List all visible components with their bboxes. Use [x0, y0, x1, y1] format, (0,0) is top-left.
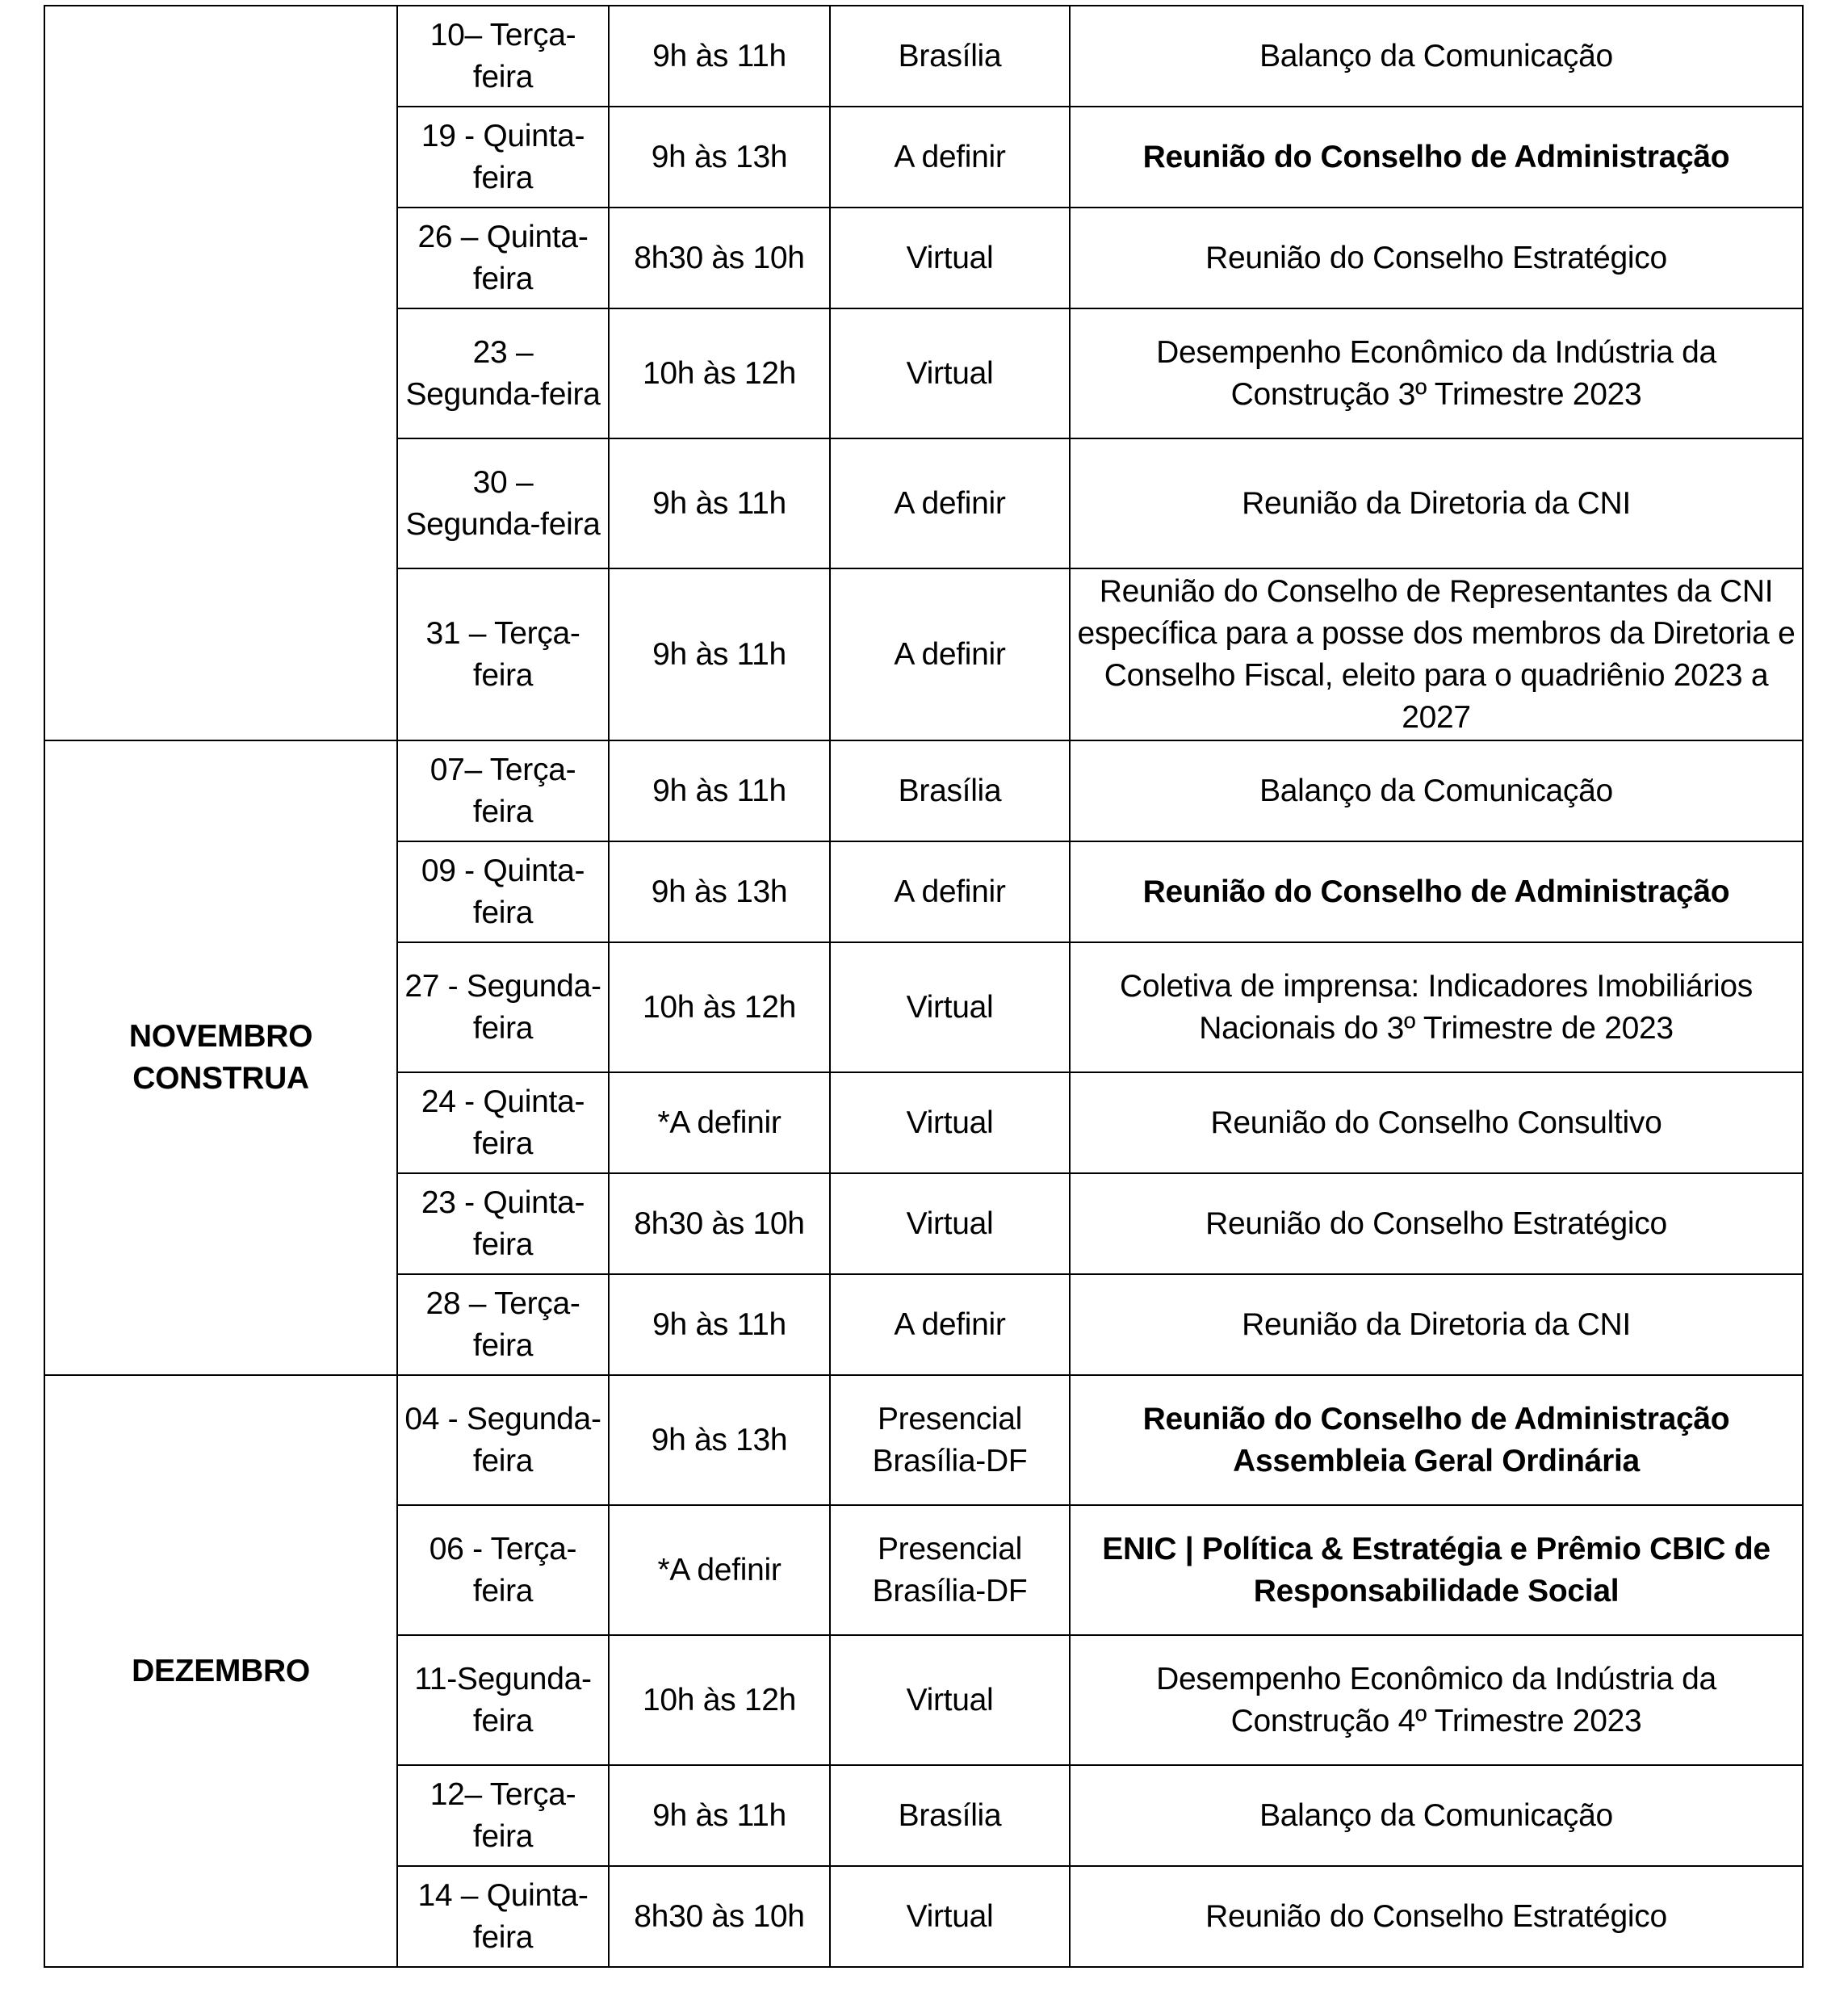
date-cell: 12– Terça-feira	[397, 1765, 609, 1866]
place-cell	[830, 1274, 1070, 1375]
date-cell: 24 - Quinta-feira	[397, 1072, 609, 1173]
place-label: Virtual	[906, 1105, 994, 1140]
description-text: Coletiva de imprensa: Indicadores Imobiliários Nacionais do 3º Trimestre de 2023	[1120, 968, 1753, 1046]
place-cell	[830, 6, 1070, 107]
date-cell: 07– Terça-feira	[397, 740, 609, 841]
place-cell	[830, 1635, 1070, 1765]
time-cell: 9h às 11h	[609, 1765, 830, 1866]
place-label: Presencial	[877, 1531, 1023, 1566]
place-label: Brasília-DF	[872, 1443, 1028, 1478]
place-label: Virtual	[906, 1898, 994, 1934]
description-text: Reunião do Conselho de Representantes da CNI específica para a posse dos membros da Diretoria e Conselho Fiscal, eleito para o quadriênio 2023 a 2027	[1077, 573, 1796, 735]
description-cell	[1070, 1274, 1803, 1375]
description-cell	[1070, 740, 1803, 841]
place-cell	[830, 438, 1070, 568]
place-cell	[830, 1765, 1070, 1866]
description-cell	[1070, 1505, 1803, 1635]
description-text: Balanço da Comunicação	[1259, 773, 1613, 808]
description-text: Reunião da Diretoria da CNI	[1242, 485, 1631, 521]
description-cell	[1070, 208, 1803, 308]
description-text: Reunião do Conselho de Administração	[1142, 139, 1730, 174]
place-label: Virtual	[906, 240, 994, 275]
place-cell	[830, 568, 1070, 740]
description-cell	[1070, 1173, 1803, 1274]
date-cell: 11-Segunda-feira	[397, 1635, 609, 1765]
place-cell	[830, 1072, 1070, 1173]
description-text: Reunião do Conselho Consultivo	[1210, 1105, 1662, 1140]
date-cell: 26 – Quinta-feira	[397, 208, 609, 308]
event-row	[44, 1375, 1803, 1505]
place-cell	[830, 1505, 1070, 1635]
month-label: DEZEMBRO	[132, 1653, 310, 1688]
place-label: Brasília	[898, 38, 1002, 73]
description-cell	[1070, 942, 1803, 1072]
description-cell	[1070, 1072, 1803, 1173]
date-cell: 28 – Terça-feira	[397, 1274, 609, 1375]
place-cell	[830, 1173, 1070, 1274]
date-cell: 04 - Segunda-feira	[397, 1375, 609, 1505]
description-cell	[1070, 1375, 1803, 1505]
date-cell: 09 - Quinta-feira	[397, 841, 609, 942]
description-cell	[1070, 568, 1803, 740]
place-cell	[830, 841, 1070, 942]
time-cell: *A definir	[609, 1072, 830, 1173]
date-cell: 31 – Terça-feira	[397, 568, 609, 740]
place-label: Virtual	[906, 989, 994, 1025]
date-cell: 10– Terça-feira	[397, 6, 609, 107]
time-cell: 10h às 12h	[609, 942, 830, 1072]
description-cell	[1070, 1866, 1803, 1967]
event-row	[44, 6, 1803, 107]
time-cell: 9h às 13h	[609, 841, 830, 942]
place-cell	[830, 1375, 1070, 1505]
place-label: A definir	[894, 139, 1006, 174]
place-label: Brasília	[898, 1797, 1002, 1833]
description-cell	[1070, 438, 1803, 568]
event-calendar-body	[44, 6, 1803, 1967]
place-cell	[830, 107, 1070, 208]
place-label: A definir	[894, 874, 1006, 909]
description-cell	[1070, 308, 1803, 438]
event-calendar-table	[44, 5, 1804, 1968]
description-text: Reunião do Conselho Estratégico	[1205, 1206, 1667, 1241]
description-text: Reunião do Conselho Estratégico	[1205, 240, 1667, 275]
description-cell	[1070, 1765, 1803, 1866]
date-cell: 06 - Terça-feira	[397, 1505, 609, 1635]
place-label: Brasília-DF	[872, 1573, 1028, 1608]
place-cell	[830, 942, 1070, 1072]
place-label: Virtual	[906, 1206, 994, 1241]
place-label: Brasília	[898, 773, 1002, 808]
month-cell	[44, 1375, 397, 1967]
description-text: Reunião da Diretoria da CNI	[1242, 1306, 1631, 1342]
event-row	[44, 740, 1803, 841]
description-cell	[1070, 107, 1803, 208]
time-cell: 9h às 13h	[609, 107, 830, 208]
time-cell: 8h30 às 10h	[609, 1866, 830, 1967]
time-cell: 9h às 11h	[609, 568, 830, 740]
time-cell: 10h às 12h	[609, 308, 830, 438]
description-cell	[1070, 1635, 1803, 1765]
description-text: Balanço da Comunicação	[1259, 1797, 1613, 1833]
time-cell: *A definir	[609, 1505, 830, 1635]
place-cell	[830, 740, 1070, 841]
description-text: ENIC | Política & Estratégia e Prêmio CBIC de Responsabilidade Social	[1102, 1531, 1770, 1608]
month-cell	[44, 6, 397, 740]
description-text: Reunião do Conselho de Administração	[1142, 1401, 1730, 1436]
date-cell: 27 - Segunda-feira	[397, 942, 609, 1072]
time-cell: 10h às 12h	[609, 1635, 830, 1765]
description-text: Balanço da Comunicação	[1259, 38, 1613, 73]
time-cell: 9h às 13h	[609, 1375, 830, 1505]
date-cell: 19 - Quinta-feira	[397, 107, 609, 208]
place-cell	[830, 1866, 1070, 1967]
description-text: Desempenho Econômico da Indústria da Construção 4º Trimestre 2023	[1156, 1661, 1716, 1738]
date-cell: 23 - Quinta-feira	[397, 1173, 609, 1274]
date-cell: 14 – Quinta-feira	[397, 1866, 609, 1967]
place-label: A definir	[894, 1306, 1006, 1342]
place-label: Virtual	[906, 1682, 994, 1717]
place-label: Presencial	[877, 1401, 1023, 1436]
place-label: A definir	[894, 485, 1006, 521]
date-cell: 23 – Segunda-feira	[397, 308, 609, 438]
date-cell: 30 – Segunda-feira	[397, 438, 609, 568]
description-text: Reunião do Conselho de Administração	[1142, 874, 1730, 909]
place-cell	[830, 208, 1070, 308]
month-label: CONSTRUA	[132, 1061, 309, 1096]
time-cell: 9h às 11h	[609, 740, 830, 841]
description-text: Reunião do Conselho Estratégico	[1205, 1898, 1667, 1934]
description-text: Desempenho Econômico da Indústria da Construção 3º Trimestre 2023	[1156, 334, 1716, 412]
description-cell	[1070, 841, 1803, 942]
time-cell: 9h às 11h	[609, 6, 830, 107]
place-label: A definir	[894, 636, 1006, 672]
description-text: Assembleia Geral Ordinária	[1233, 1443, 1640, 1478]
place-label: Virtual	[906, 355, 994, 391]
description-cell	[1070, 6, 1803, 107]
month-label: NOVEMBRO	[128, 1019, 313, 1054]
time-cell: 9h às 11h	[609, 438, 830, 568]
time-cell: 8h30 às 10h	[609, 1173, 830, 1274]
place-cell	[830, 308, 1070, 438]
time-cell: 8h30 às 10h	[609, 208, 830, 308]
month-cell	[44, 740, 397, 1375]
time-cell: 9h às 11h	[609, 1274, 830, 1375]
